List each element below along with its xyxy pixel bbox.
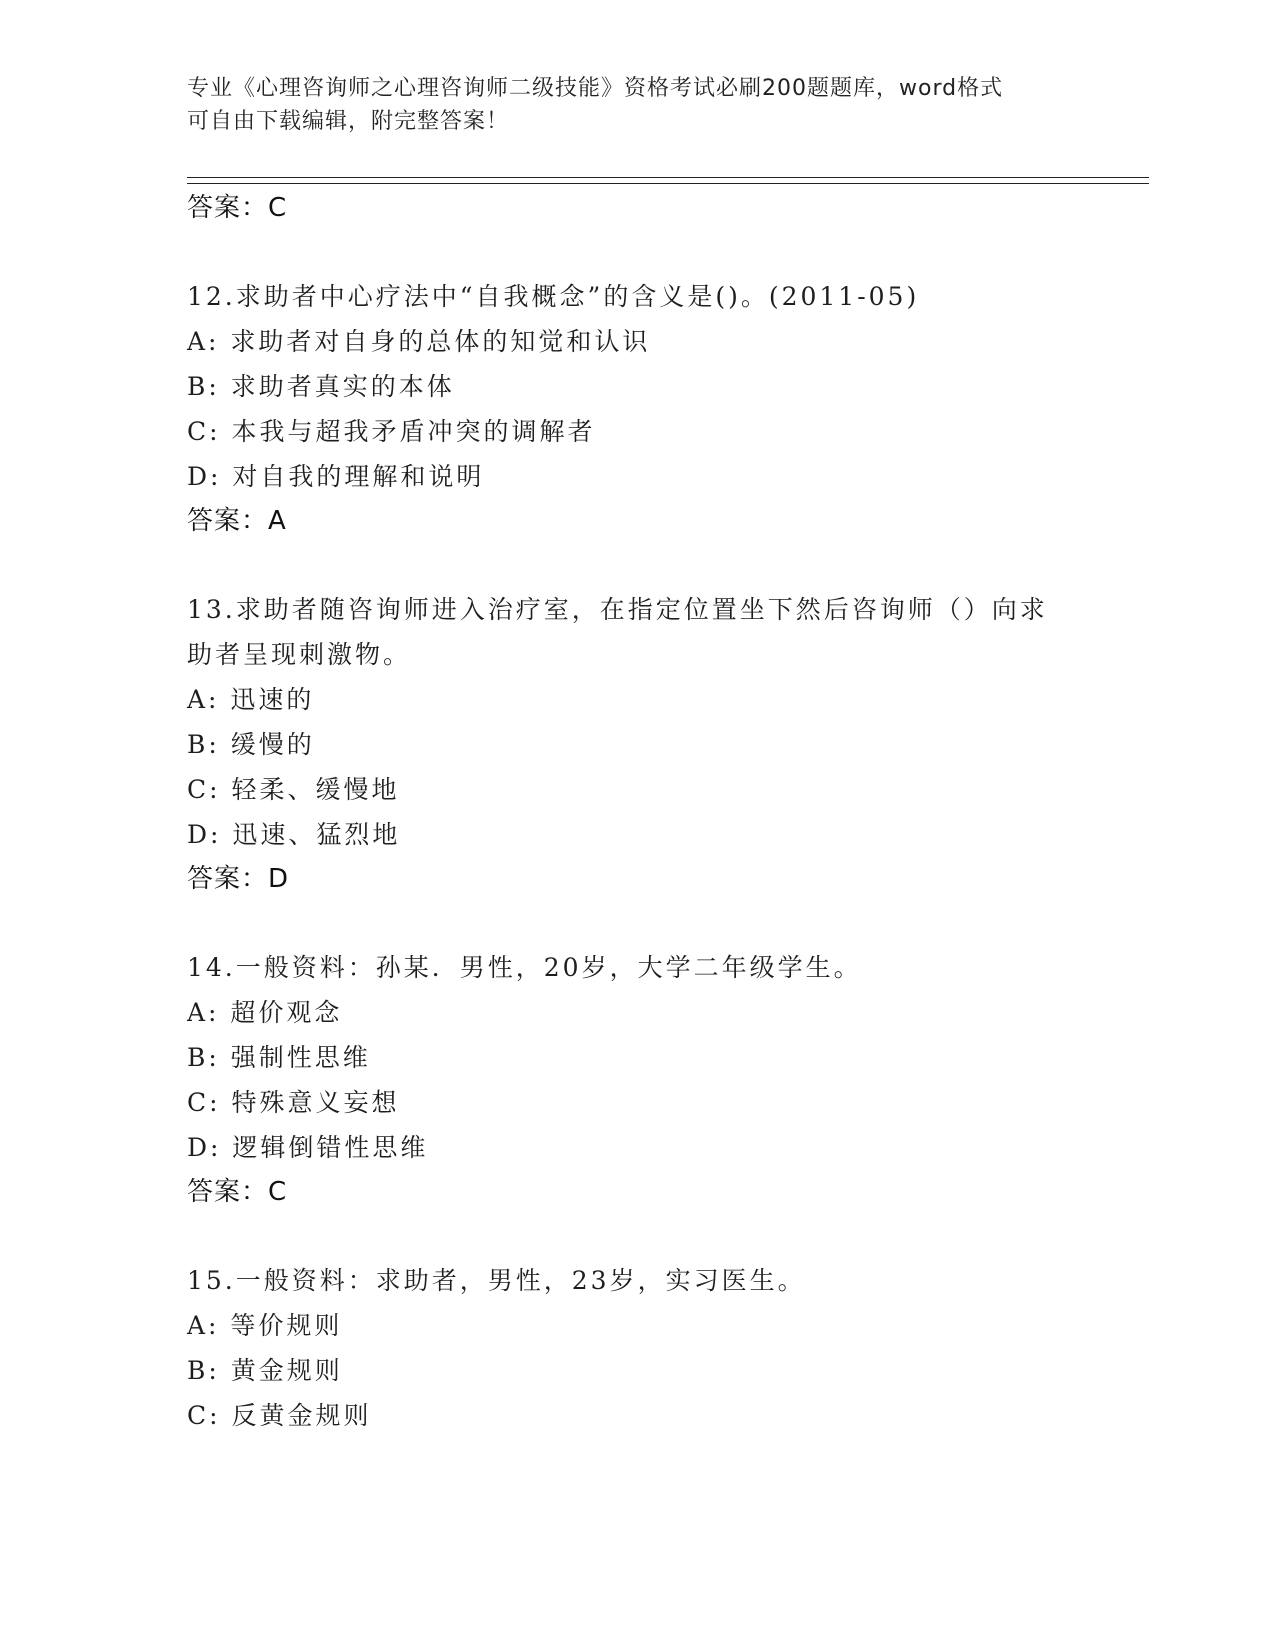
header-divider xyxy=(187,177,1149,184)
question-stem: 14.一般资料：孙某．男性，20岁，大学二年级学生。 xyxy=(187,953,862,982)
answer-line: 答案：C xyxy=(187,1177,288,1207)
option-d: D: 逻辑倒错性思维 xyxy=(187,1133,429,1162)
question-15 xyxy=(187,1258,1087,1438)
option-c: C: 本我与超我矛盾冲突的调解者 xyxy=(187,417,596,446)
page-header xyxy=(187,72,1087,138)
option-a: A: 求助者对自身的总体的知觉和认识 xyxy=(187,327,651,356)
question-stem: 12.求助者中心疗法中“自我概念”的含义是()。(2011-05) xyxy=(187,282,920,311)
question-stem: 15.一般资料：求助者，男性，23岁，实习医生。 xyxy=(187,1266,806,1295)
option-c: C: 反黄金规则 xyxy=(187,1401,372,1430)
question-13 xyxy=(187,587,1087,902)
option-a: A: 迅速的 xyxy=(187,685,315,714)
option-a: A: 超价观念 xyxy=(187,998,343,1027)
question-14 xyxy=(187,945,1087,1215)
option-a: A: 等价规则 xyxy=(187,1311,343,1340)
question-12 xyxy=(187,274,1087,544)
question-stem-continued: 助者呈现刺激物。 xyxy=(187,640,412,669)
question-list xyxy=(187,186,1087,1438)
option-c: C: 轻柔、缓慢地 xyxy=(187,775,400,804)
option-b: B: 缓慢的 xyxy=(187,730,315,759)
header-line-1: 专业《心理咨询师之心理咨询师二级技能》资格考试必刷200题题库，word格式 xyxy=(187,76,1004,101)
answer-line: 答案：D xyxy=(187,864,290,894)
option-b: B: 强制性思维 xyxy=(187,1043,371,1072)
option-c: C: 特殊意义妄想 xyxy=(187,1088,400,1117)
option-d: D: 迅速、猛烈地 xyxy=(187,820,401,849)
answer-line: 答案：C xyxy=(187,193,288,223)
option-b: B: 黄金规则 xyxy=(187,1356,343,1385)
header-line-2: 可自由下载编辑，附完整答案！ xyxy=(187,109,510,134)
answer-line: 答案：A xyxy=(187,506,287,536)
option-b: B: 求助者真实的本体 xyxy=(187,372,455,401)
option-d: D: 对自我的理解和说明 xyxy=(187,462,485,491)
question-stem: 13.求助者随咨询师进入治疗室，在指定位置坐下然后咨询师（）向求 xyxy=(187,595,1048,624)
